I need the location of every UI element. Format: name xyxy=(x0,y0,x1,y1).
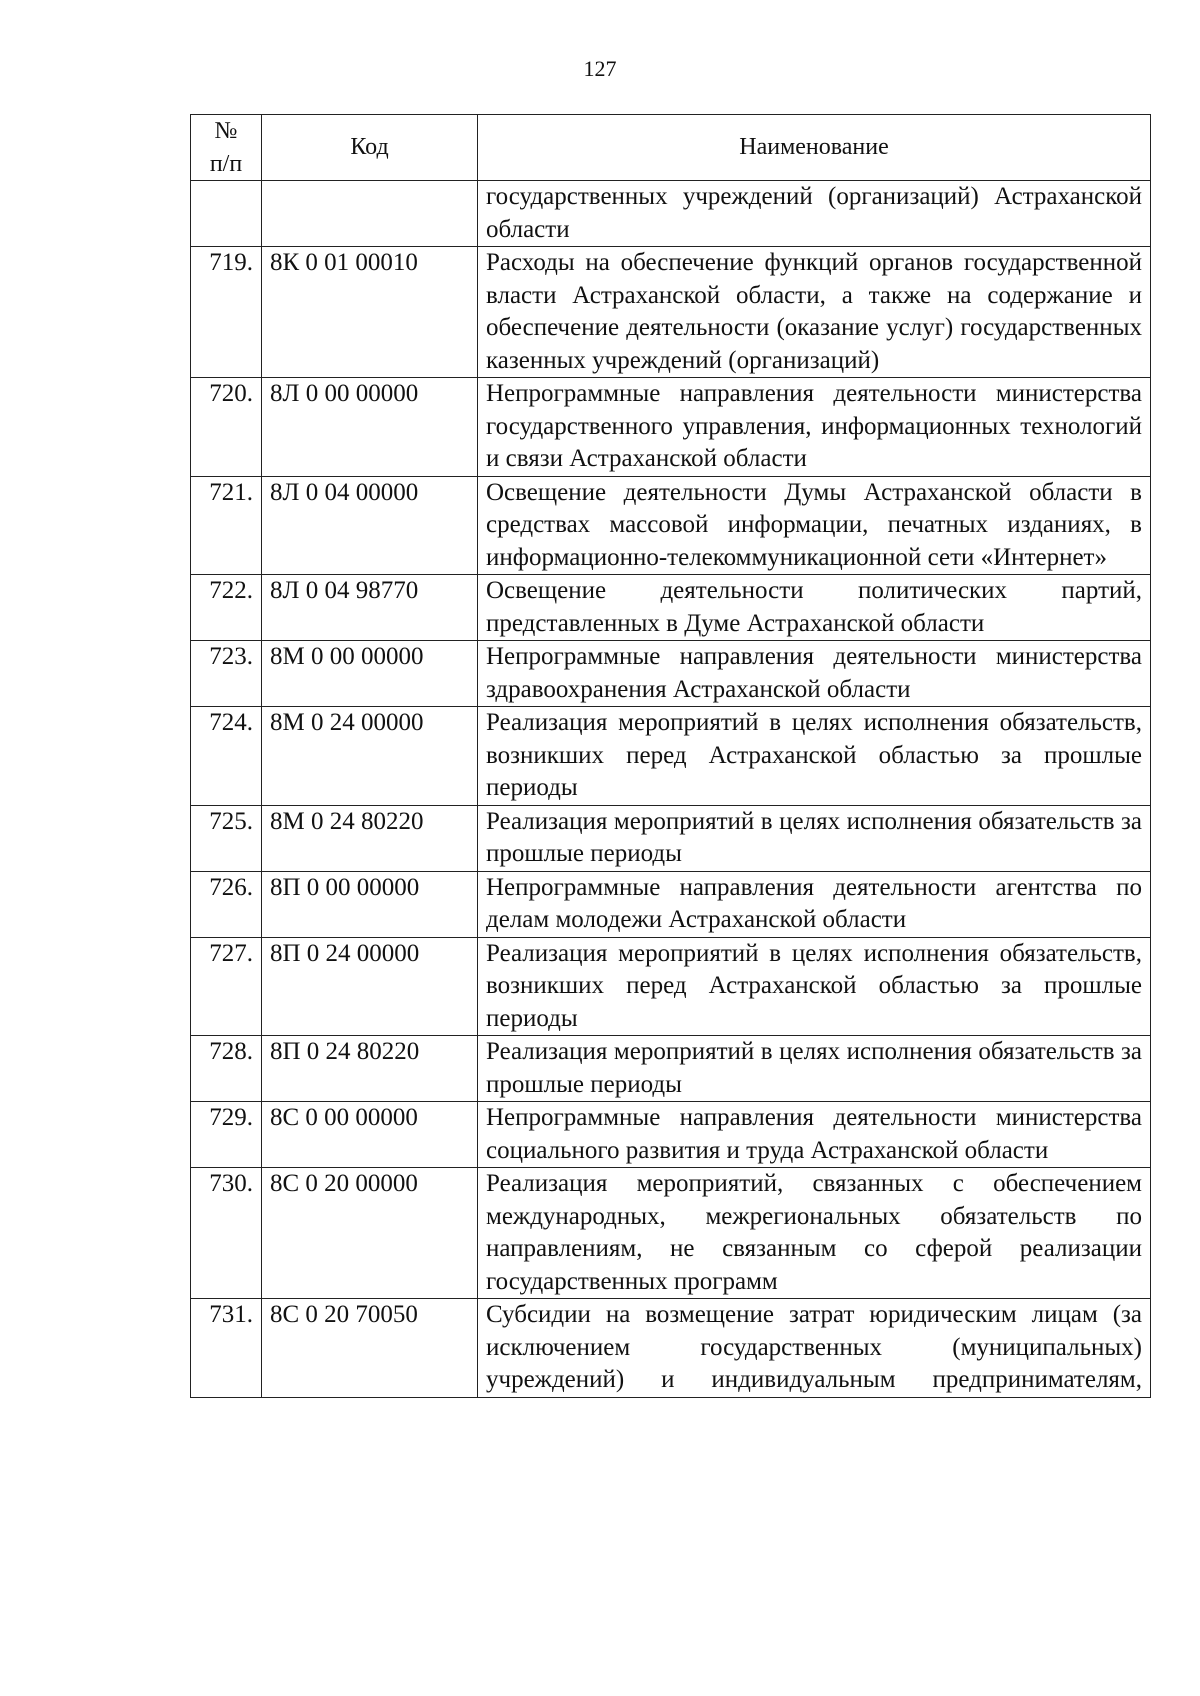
row-number: 723. xyxy=(191,641,262,707)
item-name: Непрограммные направления деятельности агентства по делам молодежи Астраханской области xyxy=(478,871,1151,937)
budget-code: 8К 0 01 00010 xyxy=(262,247,478,378)
table-row xyxy=(191,247,1151,378)
row-number xyxy=(191,181,262,247)
header-name: Наименование xyxy=(478,115,1151,181)
budget-code: 8П 0 24 00000 xyxy=(262,937,478,1036)
row-number: 731. xyxy=(191,1299,262,1398)
header-code: Код xyxy=(262,115,478,181)
header-row-number xyxy=(191,115,262,181)
item-name: Реализация мероприятий в целях исполнения обязательств за прошлые периоды xyxy=(478,1036,1151,1102)
budget-code: 8П 0 24 80220 xyxy=(262,1036,478,1102)
row-number: 725. xyxy=(191,805,262,871)
budget-code: 8С 0 20 00000 xyxy=(262,1168,478,1299)
budget-code: 8Л 0 04 98770 xyxy=(262,575,478,641)
table-row xyxy=(191,1036,1151,1102)
table-row xyxy=(191,1299,1151,1398)
item-name: Реализация мероприятий, связанных с обеспечением международных, межрегиональных обязательств по направлениям, не связанным со сферой реализации государственных программ xyxy=(478,1168,1151,1299)
table-row xyxy=(191,1102,1151,1168)
item-name: Реализация мероприятий в целях исполнения обязательств, возникших перед Астраханской областью за прошлые периоды xyxy=(478,937,1151,1036)
table-row xyxy=(191,805,1151,871)
item-name: Расходы на обеспечение функций органов государственной власти Астраханской области, а также на содержание и обеспечение деятельности (оказание услуг) государственных казенных учреждений (организаций) xyxy=(478,247,1151,378)
item-name: Реализация мероприятий в целях исполнения обязательств за прошлые периоды xyxy=(478,805,1151,871)
table-row xyxy=(191,378,1151,477)
budget-code: 8С 0 00 00000 xyxy=(262,1102,478,1168)
item-name: государственных учреждений (организаций) Астраханской области xyxy=(478,181,1151,247)
row-number: 728. xyxy=(191,1036,262,1102)
table-body xyxy=(191,181,1151,1398)
table-header-row xyxy=(191,115,1151,181)
budget-code: 8П 0 00 00000 xyxy=(262,871,478,937)
item-name: Непрограммные направления деятельности министерства государственного управления, информационных технологий и связи Астраханской области xyxy=(478,378,1151,477)
budget-code xyxy=(262,181,478,247)
row-number: 730. xyxy=(191,1168,262,1299)
table-row xyxy=(191,707,1151,806)
row-number: 726. xyxy=(191,871,262,937)
budget-code: 8С 0 20 70050 xyxy=(262,1299,478,1398)
table-row xyxy=(191,575,1151,641)
item-name: Субсидии на возмещение затрат юридическим лицам (за исключением государственных (муниципальных) учреждений) и индивидуальным предпринимателям, xyxy=(478,1299,1151,1398)
row-number: 729. xyxy=(191,1102,262,1168)
page-number: 127 xyxy=(583,56,617,81)
budget-code: 8Л 0 00 00000 xyxy=(262,378,478,477)
item-name: Непрограммные направления деятельности министерства социального развития и труда Астраханской области xyxy=(478,1102,1151,1168)
row-number: 722. xyxy=(191,575,262,641)
item-name: Непрограммные направления деятельности министерства здравоохранения Астраханской области xyxy=(478,641,1151,707)
row-number: 720. xyxy=(191,378,262,477)
table-row xyxy=(191,937,1151,1036)
budget-code: 8М 0 24 80220 xyxy=(262,805,478,871)
item-name: Реализация мероприятий в целях исполнения обязательств, возникших перед Астраханской областью за прошлые периоды xyxy=(478,707,1151,806)
table-row xyxy=(191,641,1151,707)
budget-code: 8Л 0 04 00000 xyxy=(262,476,478,575)
row-number: 719. xyxy=(191,247,262,378)
budget-classification-table xyxy=(190,114,1151,1398)
item-name: Освещение деятельности Думы Астраханской области в средствах массовой информации, печатных изданиях, в информационно-телекоммуникационной сети «Интернет» xyxy=(478,476,1151,575)
header-number-sign: № xyxy=(214,118,238,144)
row-number: 721. xyxy=(191,476,262,575)
table-row xyxy=(191,181,1151,247)
table-row xyxy=(191,476,1151,575)
row-number: 724. xyxy=(191,707,262,806)
table-row xyxy=(191,1168,1151,1299)
table-row xyxy=(191,871,1151,937)
item-name: Освещение деятельности политических партий, представленных в Думе Астраханской области xyxy=(478,575,1151,641)
budget-code: 8М 0 24 00000 xyxy=(262,707,478,806)
header-number-abbrev: п/п xyxy=(209,150,243,177)
row-number: 727. xyxy=(191,937,262,1036)
budget-code: 8М 0 00 00000 xyxy=(262,641,478,707)
